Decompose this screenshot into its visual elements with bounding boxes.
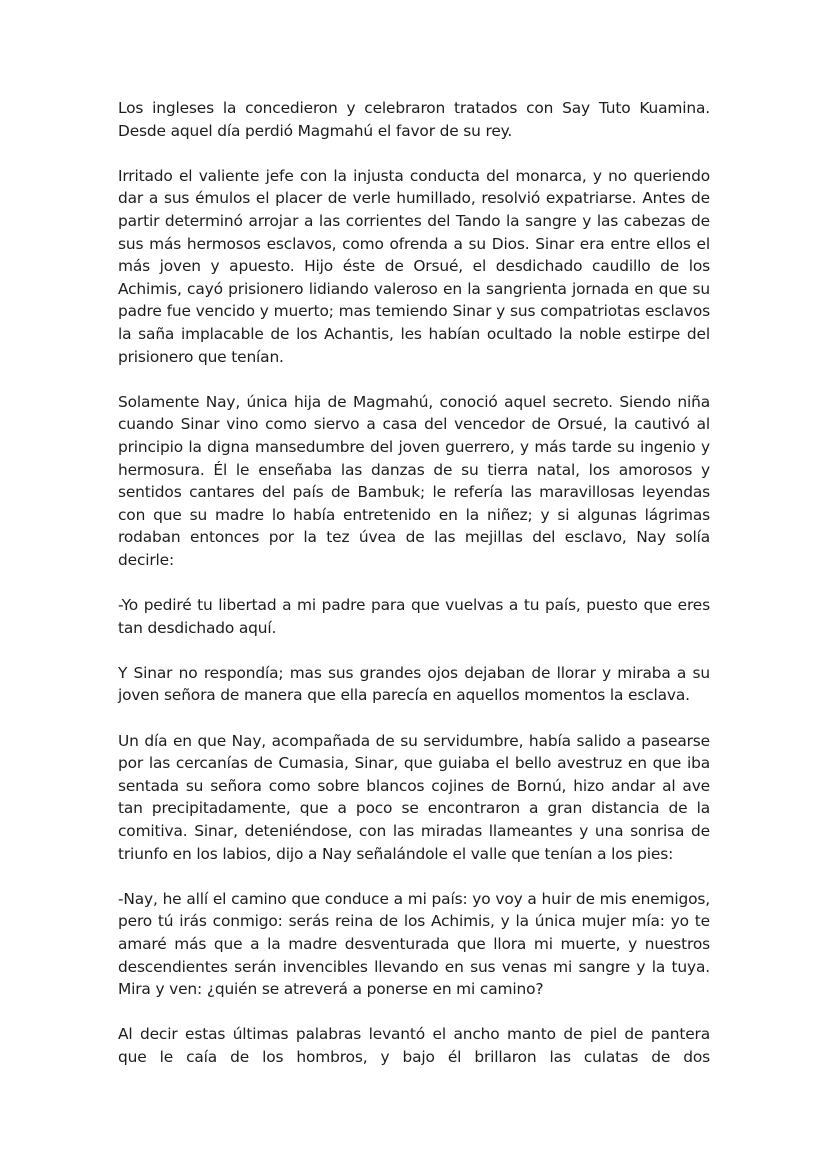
paragraph-8: Al decir estas últimas palabras levantó el ancho manto de piel de pantera que le caía de los hombros, y bajo él brillaron las culatas de dos bbox=[118, 1025, 710, 1066]
document-page bbox=[118, 97, 710, 1091]
paragraph-7: -Nay, he allí el camino que conduce a mi país: yo voy a huir de mis enemigos, pero tú irás conmigo: serás reina de los Achimis, y la única mujer mía: yo te amaré más que a la madre desventurada que llora mi muerte, y nuestros descendientes serán invencibles llevando en sus venas mi sangre y la tuya. Mira y ven: ¿quién se atreverá a ponerse en mi camino? bbox=[118, 889, 710, 999]
paragraph-2: Irritado el valiente jefe con la injusta conducta del monarca, y no queriendo dar a sus émulos el placer de verle humillado, resolvió expatriarse. Antes de partir determinó arrojar a las corrientes del Tando la sangre y las cabezas de sus más hermosos esclavos, como ofrenda a su Dios. Sinar era entre ellos el más joven y apuesto. Hijo éste de Orsué, el desdichado caudillo de los Achimis, cayó prisionero lidiando valeroso en la sangrienta jornada en que su padre fue vencido y muerto; mas temiendo Sinar y sus compatriotas esclavos la saña implacable de los Achantis, les habían ocultado la noble estirpe del prisionero que tenían. bbox=[118, 166, 710, 366]
paragraph-4: -Yo pediré tu libertad a mi padre para que vuelvas a tu país, puesto que eres tan desdichado aquí. bbox=[118, 596, 710, 637]
paragraph-1: Los ingleses la concedieron y celebraron tratados con Say Tuto Kuamina. Desde aquel día perdió Magmahú el favor de su rey. bbox=[118, 99, 710, 140]
paragraph-6: Un día en que Nay, acompañada de su servidumbre, había salido a pasearse por las cercanías de Cumasia, Sinar, que guiaba el bello avestruz en que iba sentada su señora como sobre blancos cojines de Bornú, hizo andar al ave tan precipitadamente, que a poco se encontraron a gran distancia de la comitiva. Sinar, deteniéndose, con las miradas llameantes y una sonrisa de triunfo en los labios, dijo a Nay señalándole el valle que tenían a los pies: bbox=[118, 731, 710, 863]
paragraph-3: Solamente Nay, única hija de Magmahú, conoció aquel secreto. Siendo niña cuando Sinar vino como siervo a casa del vencedor de Orsué, la cautivó al principio la digna mansedumbre del joven guerrero, y más tarde su ingenio y hermosura. Él le enseñaba las danzas de su tierra natal, los amorosos y sentidos cantares del país de Bambuk; le refería las maravillosas leyendas con que su madre lo había entretenido en la niñez; y si algunas lágrimas rodaban entonces por la tez úvea de las mejillas del esclavo, Nay solía decirle: bbox=[118, 392, 710, 569]
paragraph-5: Y Sinar no respondía; mas sus grandes ojos dejaban de llorar y miraba a su joven señora de manera que ella parecía en aquellos momentos la esclava. bbox=[118, 663, 710, 705]
